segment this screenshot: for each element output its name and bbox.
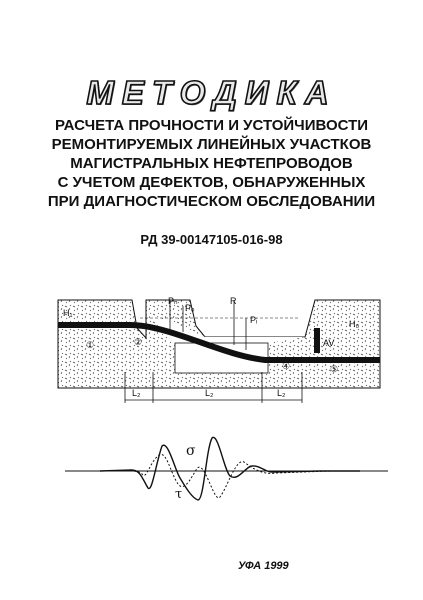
label-l2-left: L₂ — [132, 388, 141, 398]
stress-graph — [65, 437, 388, 502]
footer-city-year: УФА 1999 — [238, 560, 289, 572]
banner-methodology: МЕТОДИКА — [86, 74, 337, 111]
label-r: R — [230, 296, 237, 306]
title-line-5: ПРИ ДИАГНОСТИЧЕСКОМ ОБСЛЕДОВАНИИ — [47, 193, 376, 210]
label-l2-right: L₂ — [277, 388, 286, 398]
title-line-3: МАГИСТРАЛЬНЫХ НЕФТЕПРОВОДОВ — [70, 155, 353, 172]
label-h0: H₀ — [349, 319, 360, 329]
document-code: РД 39-00147105-016-98 — [140, 232, 283, 247]
label-po: Pₒ — [185, 303, 195, 313]
label-av: AV — [323, 338, 335, 348]
title-line-1: РАСЧЕТА ПРОЧНОСТИ И УСТОЙЧИВОСТИ — [54, 117, 369, 134]
label-zone-5: ⑤ — [330, 364, 339, 374]
label-pn: Pₙ — [168, 296, 178, 306]
title-line-4: С УЧЕТОМ ДЕФЕКТОВ, ОБНАРУЖЕННЫХ — [57, 174, 366, 191]
label-tau: τ — [175, 487, 183, 502]
label-pi: Pᵢ — [250, 315, 258, 325]
label-l2-mid: L₂ — [205, 388, 214, 398]
label-zone-4: ④ — [282, 361, 291, 371]
pipeline-section-diagram — [58, 296, 380, 403]
label-zone-2: ② — [134, 337, 143, 347]
sigma-curve — [100, 437, 360, 500]
label-h1: H₁ — [63, 308, 73, 318]
tau-curve — [110, 454, 330, 497]
title-line-2: РЕМОНТИРУЕМЫХ ЛИНЕЙНЫХ УЧАСТКОВ — [51, 136, 372, 153]
label-sigma: σ — [186, 443, 196, 459]
label-zone-1: ① — [86, 340, 95, 350]
